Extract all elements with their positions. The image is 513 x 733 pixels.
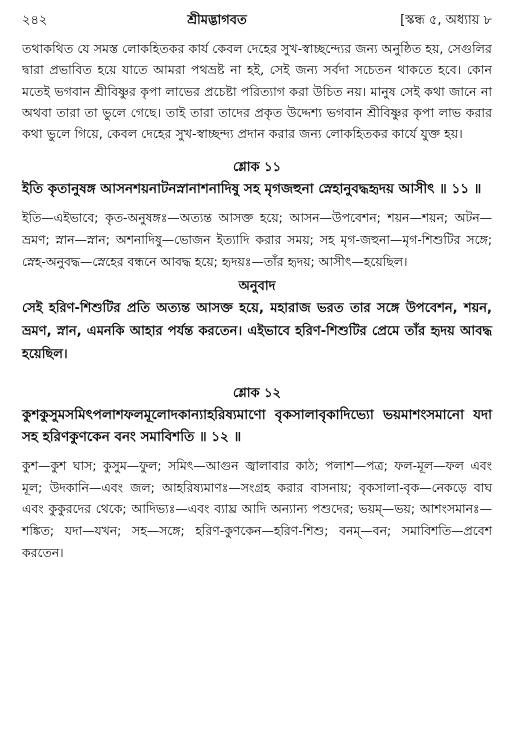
verse-11-translation: সেই হরিণ-শিশুটির প্রতি অত্যন্ত আসক্ত হয়ে, মহারাজ ভরত তার সঙ্গে উপবেশন, শয়ন, ভ্রমণ, স্নান, এমনকি আহার পর্যন্ত করতেন। এইভাবে হরিণ-শিশুটির প্রেমে তাঁর হৃদয় আবদ্ধ হয়েছিল।	[22, 301, 492, 363]
page-number: ২৪২	[22, 13, 48, 28]
verse-12-synonyms: কুশ—কুশ ঘাস; কুসুম—ফুল; সমিৎ—আগুন জ্বালাবার কাঠ; পলাশ—পত্র; ফল-মূল—ফল এবং মূল; উদকানি—এবং জল; আহরিষ্যমাণঃ—সংগ্রহ করার বাসনায়; বৃকসালা-বৃক—নেকড়ে বাঘ এবং কুকুরদের থেকে; আদিভ্যঃ—এবং ব্যাঘ্র আদি অন্যান্য পশুদের; ভয়ম্—ভয়; আশংসমানঃ—শঙ্কিত; যদা—যখন; সহ—সঙ্গে; হরিণ-কুণকেন—হরিণ-শিশু; বনম্—বন; সমাবিশতি—প্রবেশ করতেন।	[22, 458, 492, 560]
section-reference: [স্কন্ধ ৫, অধ্যায় ৮	[400, 13, 492, 28]
verse-12-heading: শ্লোক ১২	[232, 386, 282, 402]
book-title: শ্রীমদ্ভাগবত	[187, 13, 247, 28]
purport-continuation: তথাকথিত যে সমস্ত লোকহিতকর কার্য কেবল দেহের সুখ-স্বাচ্ছন্দ্যের জন্য অনুষ্ঠিত হয়, সেগুলির দ্বারা প্রভাবিত হয়ে যাতে আমরা পথভ্রষ্ট না হই, সেই জন্য সর্বদা সচেতন থাকতে হবে। কোন মতেই ভগবান শ্রীবিষ্ণুর কৃপা লাভের প্রচেষ্টা পরিত্যাগ করা উচিত নয়। মানুষ সেই কথা জানে না অথবা তারা তা ভুলে গেছে। তাই তারা তাদের প্রকৃত উদ্দেশ্য ভগবান শ্রীবিষ্ণুর কৃপা লাভ করার কথা ভুলে গিয়ে, কেবল দেহের সুখ-স্বাচ্ছন্দ্য প্রদান করার জন্য লোকহিতকর কার্যে যুক্ত হয়।	[22, 41, 492, 142]
verse-11-translation-heading: অনুবাদ	[238, 279, 276, 295]
running-header	[22, 12, 492, 30]
verse-11-text: ইতি কৃতানুষঙ্গ আসনশয়নাটনস্নানাশনাদিষু সহ মৃগজহুনা স্নেহানুবদ্ধহৃদয় আসীৎ ॥ ১১ ॥	[22, 181, 482, 198]
verse-12-text: কুশকুসুমসমিৎপলাশফলমূলোদকান্যাহরিষ্যমাণো বৃকসালাবৃকাদিভ্যো ভয়মাশংসমানো যদা সহ হরিণকুণকেন বনং সমাবিশতি ॥ ১২ ॥	[22, 407, 492, 446]
book-page	[22, 12, 492, 563]
verse-11-heading: শ্লোক ১১	[232, 160, 282, 176]
verse-11-synonyms: ইতি—এইভাবে; কৃত-অনুষঙ্গঃ—অত্যন্ত আসক্ত হয়ে; আসন—উপবেশন; শয়ন—শয়ন; অটন—ভ্রমণ; স্নান—স্নান; অশনাদিষু—ভোজন ইত্যাদি করার সময়; সহ মৃগ-জহুনা—মৃগ-শিশুটির সঙ্গে; স্নেহ-অনুবদ্ধ—স্নেহের বন্ধনে আবদ্ধ হয়ে; হৃদয়ঃ—তাঁর হৃদয়; আসীৎ—হয়েছিল।	[22, 210, 492, 269]
